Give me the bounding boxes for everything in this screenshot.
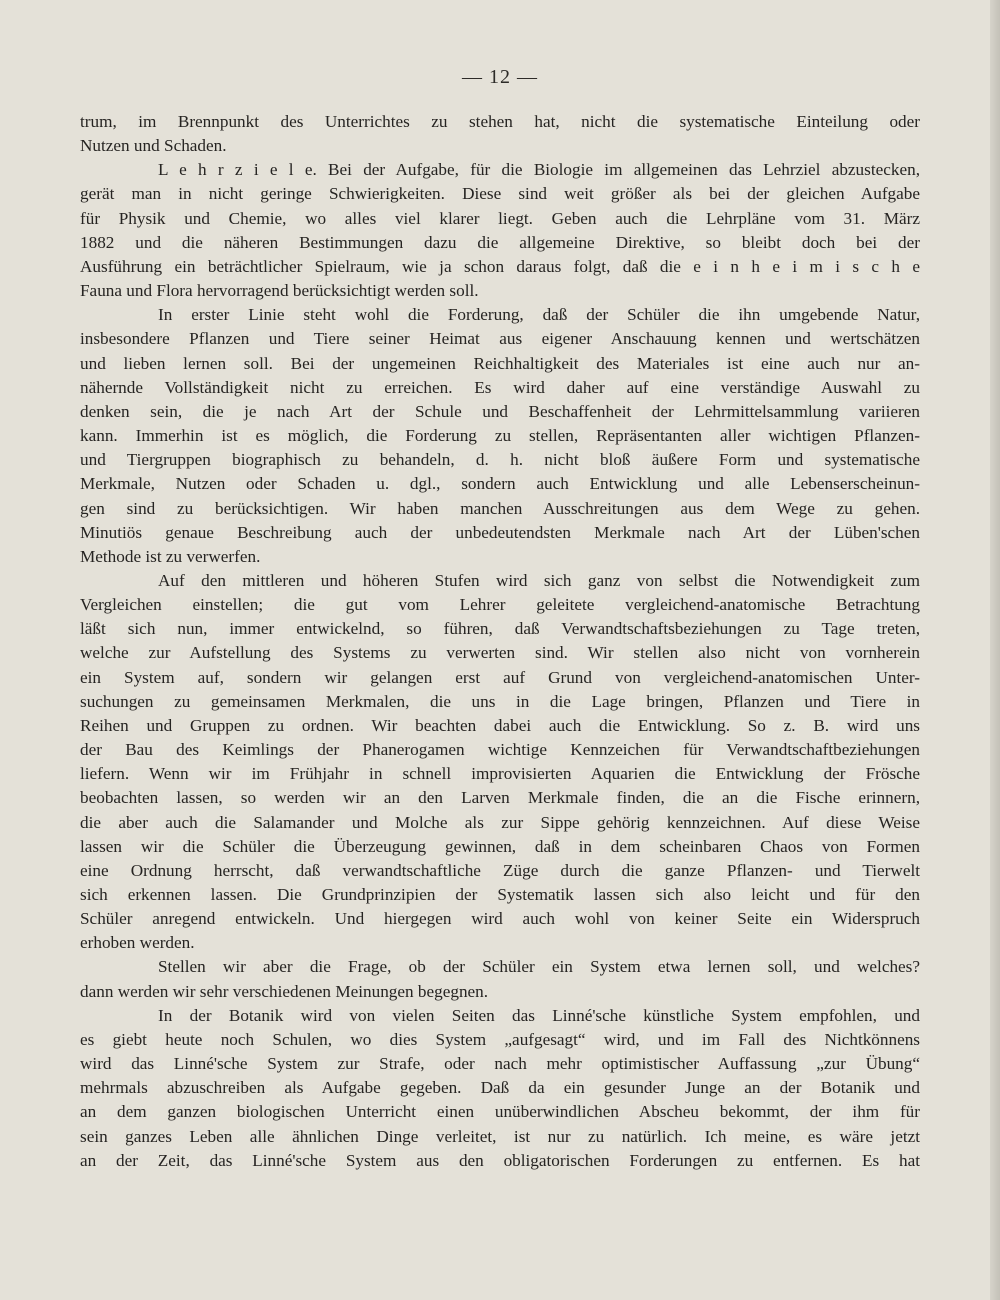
text-line: Reihen und Gruppen zu ordnen. Wir beachten dabei auch die Entwicklung. So z. B. wird uns bbox=[80, 715, 920, 735]
body-text bbox=[80, 110, 920, 1173]
text-line: In der Botanik wird von vielen Seiten das Linné'sche künstliche System empfohlen, und bbox=[158, 1005, 920, 1025]
text-line: die aber auch die Salamander und Molche als zur Sippe gehörig kennzeichnen. Auf diese Weise bbox=[80, 812, 920, 832]
text-line: beobachten lassen, so werden wir an den Larven Merkmale finden, die an die Fische erinnern, bbox=[80, 788, 920, 808]
text-line: ein System auf, sondern wir gelangen erst auf Grund von vergleichend-anatomischen Unter- bbox=[80, 667, 920, 687]
text-line: dann werden wir sehr verschiedenen Meinungen begegnen. bbox=[80, 981, 489, 1001]
text-line: Methode ist zu verwerfen. bbox=[80, 546, 261, 566]
text-line: Stellen wir aber die Frage, ob der Schüler ein System etwa lernen soll, und welches? bbox=[158, 957, 920, 977]
text-line: lassen wir die Schüler die Überzeugung gewinnen, daß in dem scheinbaren Chaos von Formen bbox=[80, 836, 920, 856]
text-line: insbesondere Pflanzen und Tiere seiner Heimat aus eigener Anschauung kennen und wertschätzen bbox=[80, 329, 920, 349]
text-line: Merkmale, Nutzen oder Schaden u. dgl., sondern auch Entwicklung und alle Lebenserscheinun- bbox=[80, 474, 920, 494]
page-edge bbox=[990, 0, 1000, 1300]
text-line: Minutiös genaue Beschreibung auch der unbedeutendsten Merkmale nach Art der Lüben'schen bbox=[80, 522, 920, 542]
text-line: denken sein, die je nach Art der Schule und Beschaffenheit der Lehrmittelsammlung variieren bbox=[80, 401, 920, 421]
text-line: welche zur Aufstellung des Systems zu verwerten sind. Wir stellen also nicht von vornherein bbox=[80, 643, 920, 663]
text-line: wird das Linné'sche System zur Strafe, oder nach mehr optimistischer Auffassung „zur Übung“ bbox=[80, 1054, 920, 1074]
page-number: — 12 — bbox=[462, 66, 538, 88]
text-line: und lieben lernen soll. Bei der ungemeinen Reichhaltigkeit des Materiales ist eine auch nur an- bbox=[80, 353, 920, 373]
text-line: für Physik und Chemie, wo alles viel klarer liegt. Geben auch die Lehrpläne vom 31. März bbox=[80, 208, 920, 228]
text-line: Ausführung ein beträchtlicher Spielraum, wie ja schon daraus folgt, daß die e i n h e i m i s c h e bbox=[80, 256, 920, 276]
text-line: es giebt heute noch Schulen, wo dies System „aufgesagt“ wird, und im Fall des Nichtkönnens bbox=[80, 1029, 920, 1049]
text-line: und Tiergruppen biographisch zu behandeln, d. h. nicht bloß äußere Form und systematische bbox=[80, 450, 920, 470]
text-line: L e h r z i e l e. Bei der Aufgabe, für die Biologie im allgemeinen das Lehrziel abzustecken, bbox=[158, 160, 920, 180]
text-line: 1882 und die näheren Bestimmungen dazu die allgemeine Direktive, so bleibt doch bei der bbox=[80, 232, 920, 252]
text-line: sein ganzes Leben alle ähnlichen Dinge verleitet, ist nur zu natürlich. Ich meine, es wäre jetzt bbox=[80, 1126, 920, 1146]
text-line: der Bau des Keimlings der Phanerogamen wichtige Kennzeichen für Verwandtschaftbeziehungen bbox=[80, 740, 920, 760]
text-line: kann. Immerhin ist es möglich, die Forderung zu stellen, Repräsentanten aller wichtigen Pflanzen- bbox=[80, 426, 920, 446]
text-line: mehrmals abzuschreiben als Aufgabe gegeben. Daß da ein gesunder Junge an der Botanik und bbox=[80, 1078, 920, 1098]
text-line: erhoben werden. bbox=[80, 933, 195, 953]
text-line: gerät man in nicht geringe Schwierigkeiten. Diese sind weit größer als bei der gleichen Aufgabe bbox=[80, 184, 920, 204]
text-line: sich erkennen lassen. Die Grundprinzipien der Systematik lassen sich also leicht und für den bbox=[80, 885, 920, 904]
text-line: Vergleichen einstellen; die gut vom Lehrer geleitete vergleichend-anatomische Betrachtung bbox=[80, 595, 920, 615]
text-line: Auf den mittleren und höheren Stufen wird sich ganz von selbst die Notwendigkeit zum bbox=[158, 570, 920, 590]
text-line: trum, im Brennpunkt des Unterrichtes zu stehen hat, nicht die systematische Einteilung oder bbox=[80, 112, 920, 131]
text-line: an dem ganzen biologischen Unterricht einen unüberwindlichen Abscheu bekommt, der ihm für bbox=[80, 1102, 920, 1122]
text-line: liefern. Wenn wir im Frühjahr in schnell improvisierten Aquarien die Entwicklung der Frösche bbox=[80, 764, 920, 784]
text-line: nähernde Vollständigkeit nicht zu erreichen. Es wird daher auf eine verständige Auswahl zu bbox=[80, 377, 920, 397]
text-line: eine Ordnung herrscht, daß verwandtschaftliche Züge durch die ganze Pflanzen- und Tierwelt bbox=[80, 860, 920, 880]
text-line: suchungen zu gemeinsamen Merkmalen, die uns in die Lage bringen, Pflanzen und Tiere in bbox=[80, 691, 920, 711]
text-line: gen sind zu berücksichtigen. Wir haben manchen Ausschreitungen aus dem Wege zu gehen. bbox=[80, 498, 920, 518]
text-line: Fauna und Flora hervorragend berücksichtigt werden soll. bbox=[80, 281, 479, 301]
text-line: läßt sich nun, immer entwickelnd, so führen, daß Verwandtschaftsbeziehungen zu Tage treten, bbox=[80, 619, 920, 639]
text-line: Nutzen und Schaden. bbox=[80, 136, 227, 156]
text-line: Schüler anregend entwickeln. Und hiergegen wird auch wohl von keiner Seite ein Widerspruch bbox=[80, 909, 920, 929]
text-line: In erster Linie steht wohl die Forderung, daß der Schüler die ihn umgebende Natur, bbox=[158, 305, 920, 325]
text-line: an der Zeit, das Linné'sche System aus den obligatorischen Forderungen zu entfernen. Es hat bbox=[80, 1150, 920, 1170]
